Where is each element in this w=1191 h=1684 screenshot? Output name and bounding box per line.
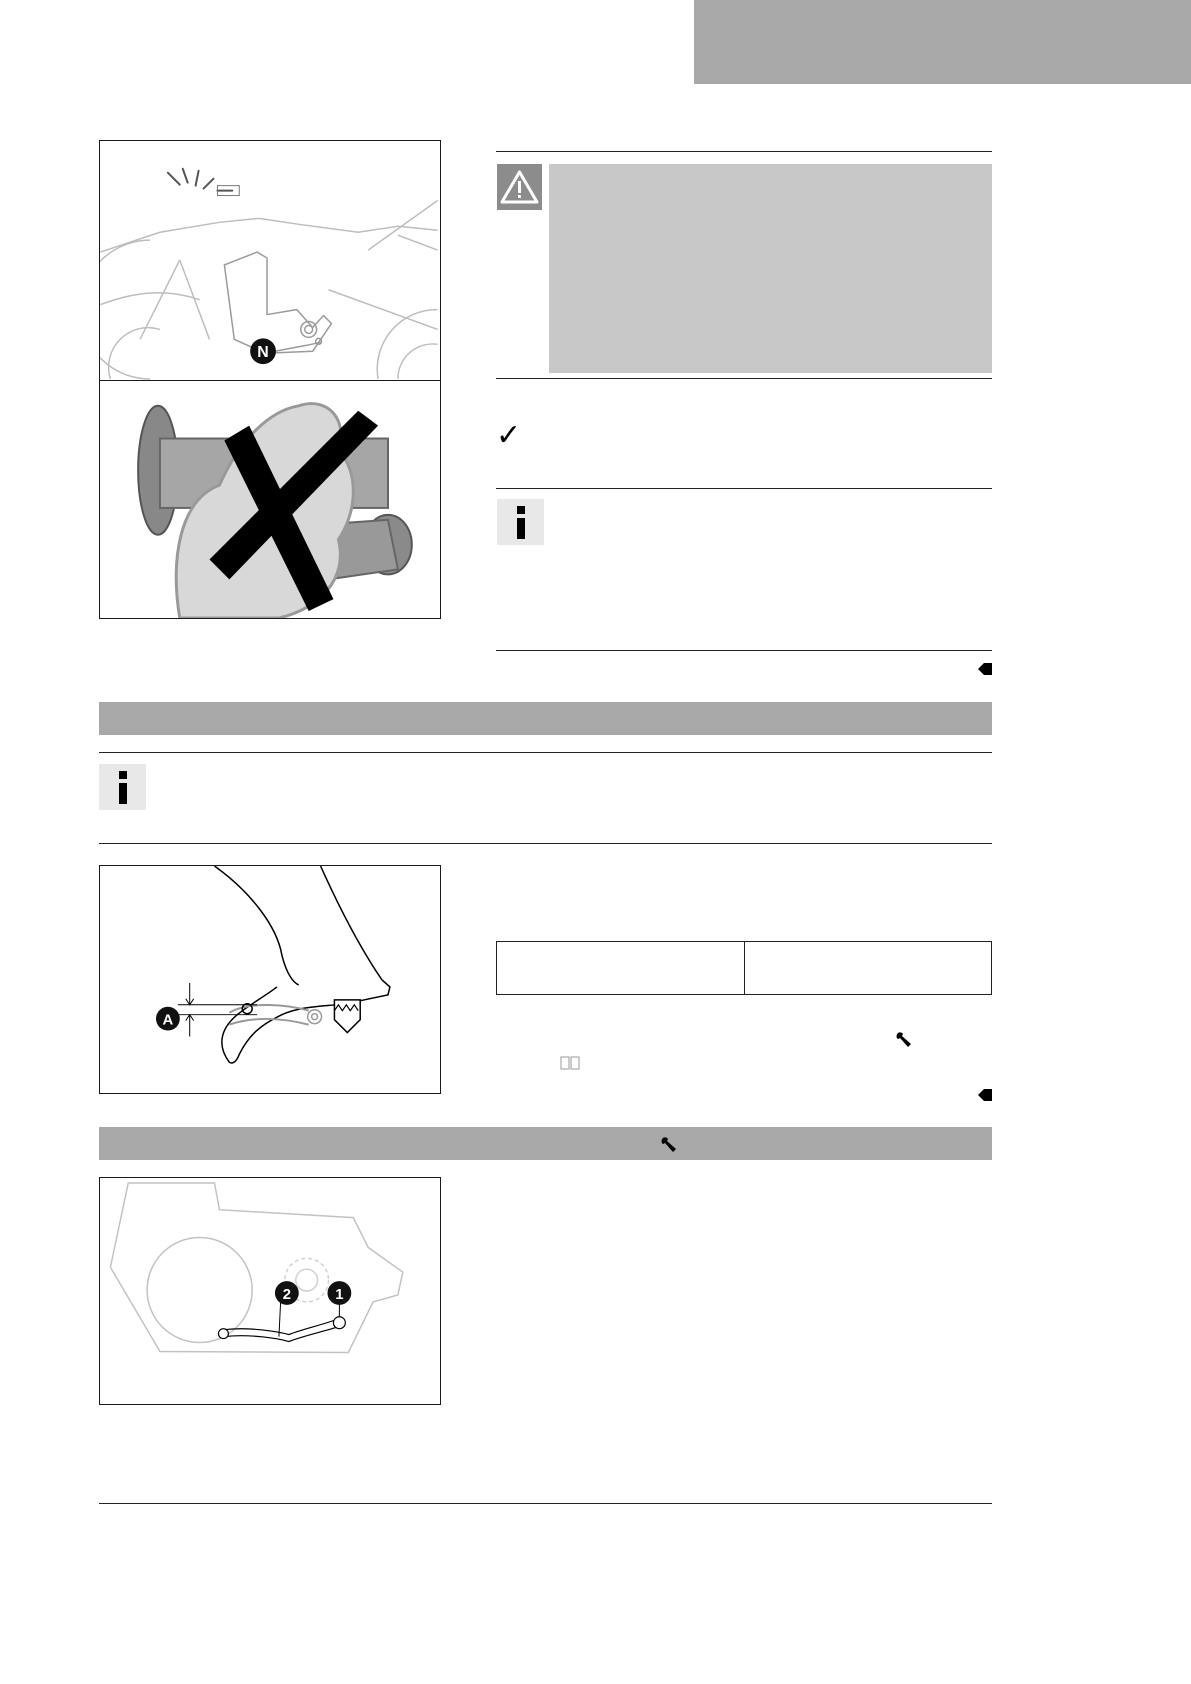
chapter-tab (694, 0, 1191, 84)
info-top-rule (496, 488, 992, 489)
info-icon (99, 764, 146, 810)
figure-pedal-linkage (99, 1177, 441, 1405)
section-end-icon (978, 1088, 992, 1100)
callout-2: 2 (282, 1286, 291, 1303)
pedal-linkage-illustration (100, 1178, 440, 1404)
warning-top-rule (496, 151, 992, 152)
callout-a: A (162, 1012, 174, 1029)
note-bottom-rule (99, 843, 992, 844)
warning-message-box (549, 164, 992, 373)
neutral-gear-illustration (100, 141, 440, 380)
check-icon: ✓ (496, 418, 522, 453)
figure-neutral-gear (99, 140, 441, 381)
figure-pedal-height (99, 865, 441, 1094)
warning-bottom-rule (496, 378, 992, 379)
info-icon (497, 499, 544, 545)
note-top-rule (99, 752, 992, 753)
warning-triangle-icon (497, 164, 542, 210)
spec-label-cell (497, 942, 744, 994)
manual-reference-icon (560, 1056, 580, 1070)
callout-1: 1 (335, 1286, 344, 1303)
wrench-icon (895, 1031, 913, 1049)
figure-hand-grip-prohibited (99, 380, 441, 619)
hand-grip-illustration (100, 381, 440, 618)
section-heading-bar (99, 1127, 992, 1160)
section-end-icon (978, 662, 992, 674)
section-heading-bar (99, 702, 992, 735)
pedal-height-illustration (100, 866, 440, 1093)
info-bottom-rule (496, 650, 992, 651)
page-bottom-rule (99, 1503, 992, 1504)
wrench-icon (660, 1136, 678, 1154)
specification-table (496, 941, 992, 995)
spec-value-cell (744, 942, 991, 994)
callout-n: N (257, 344, 269, 362)
